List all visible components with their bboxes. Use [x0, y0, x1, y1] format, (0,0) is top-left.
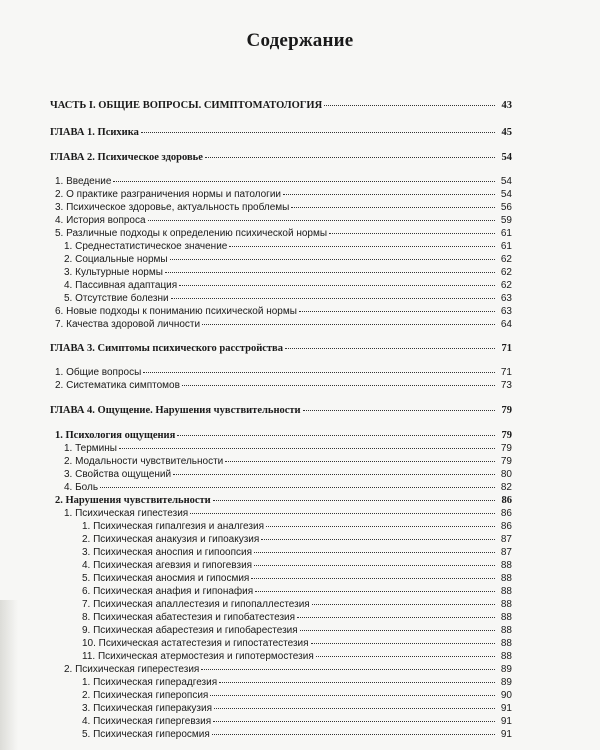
- leader-dots: [148, 220, 495, 221]
- leader-dots: [300, 630, 495, 631]
- toc-entry[interactable]: [82, 560, 512, 572]
- toc-entry-page: 87: [500, 547, 512, 558]
- leader-dots: [283, 194, 495, 195]
- leader-dots: [190, 513, 495, 514]
- toc-entry-label: 2. Социальные нормы: [64, 254, 168, 265]
- toc-entry[interactable]: [64, 508, 512, 520]
- leader-dots: [213, 721, 495, 722]
- toc-entry-label: 5. Психическая гиперосмия: [82, 729, 210, 740]
- toc-entry-label: 4. Психическая агевзия и гипогевзия: [82, 560, 253, 571]
- leader-dots: [173, 474, 495, 475]
- toc-entry[interactable]: [82, 625, 512, 637]
- toc-entry-page: 56: [500, 202, 512, 213]
- toc-entry-label: 4. История вопроса: [55, 215, 146, 226]
- toc-entry-page: 79: [501, 405, 512, 416]
- toc-entry-label: 9. Психическая абарестезия и гипобарестезия: [82, 625, 298, 636]
- toc-entry-page: 71: [500, 367, 512, 378]
- toc-entry-label: 1. Психология ощущения: [55, 430, 176, 441]
- toc-entry-page: 71: [501, 343, 512, 354]
- toc-entry-page: 89: [500, 677, 512, 688]
- toc-entry-page: 79: [500, 443, 512, 454]
- toc-entry-page: 88: [500, 599, 512, 610]
- leader-dots: [219, 682, 495, 683]
- toc-entry[interactable]: [55, 189, 512, 201]
- toc-entry[interactable]: [82, 586, 512, 598]
- toc-entry[interactable]: [64, 443, 512, 455]
- toc-entry-label: 1. Психическая гипестезия: [64, 508, 189, 519]
- toc-entry-label: ГЛАВА 1. Психика: [50, 127, 139, 138]
- toc-entry[interactable]: [64, 664, 512, 676]
- leader-dots: [316, 656, 495, 657]
- toc-entry[interactable]: [64, 280, 512, 292]
- toc-entry-label: 1. Психическая гиперадгезия: [82, 677, 218, 688]
- toc-entry-chapter-3[interactable]: [50, 343, 512, 355]
- toc-entry-page: 87: [500, 534, 512, 545]
- leader-dots: [170, 259, 495, 260]
- toc-entry-page: 54: [501, 152, 512, 163]
- toc-entry[interactable]: [64, 241, 512, 253]
- leader-dots: [266, 526, 495, 527]
- leader-dots: [291, 207, 495, 208]
- toc-entry-page: 91: [500, 729, 512, 740]
- toc-entry-label: ГЛАВА 2. Психическое здоровье: [50, 152, 203, 163]
- leader-dots: [201, 669, 495, 670]
- toc-entry-label: 1. Среднестатистическое значение: [64, 241, 228, 252]
- toc-entry-page: 79: [501, 430, 512, 441]
- toc-entry-page: 54: [500, 189, 512, 200]
- toc-entry-label: 1. Введение: [55, 176, 112, 187]
- leader-dots: [165, 272, 495, 273]
- toc-entry-label: 2. О практике разграничения нормы и патологии: [55, 189, 281, 200]
- toc-entry-label: 1. Общие вопросы: [55, 367, 142, 378]
- leader-dots: [229, 246, 495, 247]
- toc-entry-section[interactable]: [55, 430, 512, 442]
- leader-dots: [254, 552, 495, 553]
- leader-dots: [225, 461, 495, 462]
- toc-entry-page: 89: [500, 664, 512, 675]
- leader-dots: [312, 604, 495, 605]
- toc-entry-label: 7. Качества здоровой личности: [55, 319, 201, 330]
- toc-entry-label: ГЛАВА 4. Ощущение. Нарушения чувствительности: [50, 405, 301, 416]
- toc-entry-page: 73: [500, 380, 512, 391]
- toc-entry-page: 62: [500, 267, 512, 278]
- toc-entry[interactable]: [64, 267, 512, 279]
- toc-entry-page: 86: [500, 508, 512, 519]
- toc-entry-page: 88: [500, 573, 512, 584]
- toc-entry[interactable]: [82, 599, 512, 611]
- toc-entry-page: 80: [500, 469, 512, 480]
- toc-entry-page: 88: [500, 612, 512, 623]
- toc-entry-label: 7. Психическая апаллестезия и гипопаллестезия: [82, 599, 310, 610]
- leader-dots: [182, 385, 495, 386]
- leader-dots: [100, 487, 495, 488]
- toc-entry[interactable]: [82, 690, 512, 702]
- leader-dots: [297, 617, 495, 618]
- toc-entry-page: 62: [500, 280, 512, 291]
- toc-entry-page: 88: [500, 560, 512, 571]
- toc-entry-page: 61: [500, 241, 512, 252]
- toc-entry-page: 54: [500, 176, 512, 187]
- toc-entry-page: 91: [500, 716, 512, 727]
- leader-dots: [177, 435, 495, 436]
- leader-dots: [311, 643, 495, 644]
- toc-entry-label: 5. Отсутствие болезни: [64, 293, 169, 304]
- leader-dots: [299, 311, 495, 312]
- toc-entry[interactable]: [82, 651, 512, 663]
- toc-entry-page: 88: [500, 651, 512, 662]
- toc-entry[interactable]: [55, 202, 512, 214]
- leader-dots: [214, 708, 495, 709]
- toc-entry-label: ГЛАВА 3. Симптомы психического расстройства: [50, 343, 283, 354]
- toc-entry-page: 86: [500, 521, 512, 532]
- toc-entry-page: 82: [500, 482, 512, 493]
- toc-entry-page: 86: [501, 495, 512, 506]
- toc-entry-label: 3. Психическая гиперакузия: [82, 703, 213, 714]
- toc-entry[interactable]: [55, 176, 512, 188]
- toc-entry[interactable]: [64, 254, 512, 266]
- leader-dots: [210, 695, 495, 696]
- toc-entry-label: 2. Психическая анакузия и гипоакузия: [82, 534, 260, 545]
- toc-entry-label: 3. Психическое здоровье, актуальность проблемы: [55, 202, 290, 213]
- leader-dots: [202, 324, 495, 325]
- toc-entry-label: 5. Психическая аносмия и гипосмия: [82, 573, 250, 584]
- toc-entry-label: 6. Новые подходы к пониманию психической нормы: [55, 306, 297, 317]
- toc-entry-label: 4. Психическая гипергевзия: [82, 716, 212, 727]
- leader-dots: [171, 298, 495, 299]
- toc-entry-page: 45: [501, 127, 512, 138]
- leader-dots: [212, 734, 495, 735]
- toc-entry-page: 79: [500, 456, 512, 467]
- toc-entry-label: 2. Психическая гиперопсия: [82, 690, 209, 701]
- leader-dots: [285, 348, 495, 349]
- toc-entry[interactable]: [64, 482, 512, 494]
- leader-dots: [143, 372, 495, 373]
- toc-entry-label: 2. Психическая гиперестезия: [64, 664, 200, 675]
- leader-dots: [179, 285, 495, 286]
- toc-entry-label: 2. Нарушения чувствительности: [55, 495, 211, 506]
- toc-entry-label: 4. Пассивная адаптация: [64, 280, 178, 291]
- toc-entry[interactable]: [82, 703, 512, 715]
- leader-dots: [119, 448, 495, 449]
- toc-entry-part-1[interactable]: [50, 100, 512, 112]
- toc-entry-label: 2. Систематика симптомов: [55, 380, 180, 391]
- leader-dots: [254, 565, 495, 566]
- toc-entry-page: 91: [500, 703, 512, 714]
- toc-entry-chapter-1[interactable]: [50, 127, 512, 139]
- toc-entry-label: 5. Различные подходы к определению психической нормы: [55, 228, 328, 239]
- toc-entry[interactable]: [82, 638, 512, 650]
- toc-entry[interactable]: [82, 677, 512, 689]
- toc-entry-label: 4. Боль: [64, 482, 99, 493]
- toc-entry-page: 61: [500, 228, 512, 239]
- toc-entry-label: 3. Культурные нормы: [64, 267, 163, 278]
- leader-dots: [324, 105, 495, 106]
- toc-entry[interactable]: [82, 521, 512, 533]
- toc-entry-page: 88: [500, 586, 512, 597]
- toc-entry-page: 62: [500, 254, 512, 265]
- toc-entry-label: 3. Свойства ощущений: [64, 469, 172, 480]
- toc-entry-page: 59: [500, 215, 512, 226]
- toc-entry-label: 6. Психическая анафия и гипонафия: [82, 586, 254, 597]
- toc-entry-label: 3. Психическая аноспия и гипоопсия: [82, 547, 252, 558]
- toc-entry-label: 11. Психическая атермостезия и гипотермостезия: [82, 651, 314, 662]
- toc-entry-page: 63: [500, 293, 512, 304]
- leader-dots: [329, 233, 495, 234]
- page-title: Содержание: [246, 30, 354, 51]
- toc-entry[interactable]: [55, 380, 512, 392]
- leader-dots: [255, 591, 495, 592]
- toc-entry-label: 8. Психическая абатестезия и гипобатестезия: [82, 612, 296, 623]
- leader-dots: [251, 578, 495, 579]
- leader-dots: [303, 410, 495, 411]
- toc-entry-chapter-4[interactable]: [50, 405, 512, 417]
- toc-entry[interactable]: [55, 306, 512, 318]
- toc-entry[interactable]: [82, 547, 512, 559]
- toc-entry[interactable]: [64, 456, 512, 468]
- toc-entry[interactable]: [82, 573, 512, 585]
- toc-entry[interactable]: [82, 534, 512, 546]
- toc-entry-page: 90: [500, 690, 512, 701]
- toc-entry-section[interactable]: [55, 495, 512, 507]
- toc-entry-page: 88: [500, 625, 512, 636]
- leader-dots: [205, 157, 495, 158]
- toc-entry[interactable]: [82, 729, 512, 741]
- toc-entry[interactable]: [55, 319, 512, 331]
- toc-entry-page: 64: [500, 319, 512, 330]
- toc-entry[interactable]: [82, 612, 512, 624]
- toc-entry[interactable]: [64, 293, 512, 305]
- toc-entry-label: ЧАСТЬ I. ОБЩИЕ ВОПРОСЫ. СИМПТОМАТОЛОГИЯ: [50, 100, 323, 111]
- toc-entry-label: 10. Психическая астатестезия и гипостатестезия: [82, 638, 309, 649]
- toc-entry[interactable]: [55, 215, 512, 227]
- toc-entry[interactable]: [55, 367, 512, 379]
- toc-entry[interactable]: [82, 716, 512, 728]
- toc-entry-page: 63: [500, 306, 512, 317]
- leader-dots: [261, 539, 495, 540]
- toc-entry[interactable]: [55, 228, 512, 240]
- toc-entry[interactable]: [64, 469, 512, 481]
- toc-entry-label: 1. Психическая гипалгезия и аналгезия: [82, 521, 264, 532]
- leader-dots: [141, 132, 495, 133]
- leader-dots: [113, 181, 495, 182]
- leader-dots: [213, 500, 495, 501]
- toc-entry-chapter-2[interactable]: [50, 152, 512, 164]
- toc-entry-page: 43: [501, 100, 512, 111]
- toc-entry-label: 1. Термины: [64, 443, 117, 454]
- toc-entry-label: 2. Модальности чувствительности: [64, 456, 224, 467]
- toc-entry-page: 88: [500, 638, 512, 649]
